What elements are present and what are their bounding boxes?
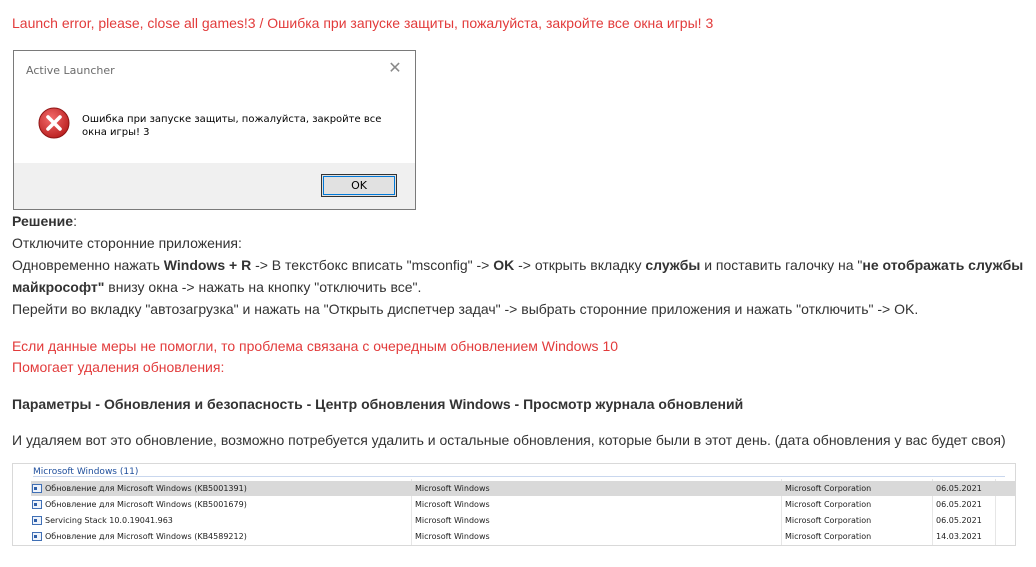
error-dialog: [13, 50, 416, 210]
settings-path: Параметры - Обновления и безопасность - Центр обновления Windows - Просмотр журнала обновлений: [12, 396, 744, 412]
update-date: 06.05.2021: [936, 484, 982, 493]
text-segment: внизу окна -> нажать на кнопку "отключить все".: [104, 279, 422, 295]
table-row[interactable]: [31, 481, 1015, 496]
update-icon: [32, 484, 42, 493]
group-divider: [33, 476, 1005, 477]
error-heading: Launch error, please, close all games!3 / Ошибка при запуске защиты, пожалуйста, закройте все окна игры! 3: [12, 15, 714, 31]
text-segment: -> открыть вкладку: [514, 257, 646, 273]
solution-label: Решение: [12, 213, 74, 229]
update-icon: [32, 516, 42, 525]
update-program: Microsoft Windows: [415, 484, 490, 493]
table-row[interactable]: [31, 497, 1015, 512]
hide-services-text: не отображать службы: [862, 257, 1024, 273]
warning-line-1: Если данные меры не помогли, то проблема связана с очередным обновлением Windows 10: [12, 338, 619, 354]
dialog-message: Ошибка при запуске защиты, пожалуйста, закройте все окна игры! 3: [82, 114, 382, 138]
solution-line-4: Перейти во вкладку "автозагрузка" и нажать на "Открыть диспетчер задач" -> выбрать сторонние приложения и нажать "отключить" -> OK.: [12, 301, 919, 317]
update-name: Обновление для Microsoft Windows (KB5001391): [45, 484, 247, 493]
update-program: Microsoft Windows: [415, 516, 490, 525]
error-icon: [38, 107, 70, 139]
close-icon[interactable]: ✕: [388, 58, 402, 77]
update-name: Обновление для Microsoft Windows (KB4589212): [45, 532, 247, 541]
update-publisher: Microsoft Corporation: [785, 516, 872, 525]
update-publisher: Microsoft Corporation: [785, 500, 872, 509]
updates-list: [12, 463, 1016, 546]
table-row[interactable]: [31, 529, 1015, 544]
update-name: Servicing Stack 10.0.19041.963: [45, 516, 173, 525]
update-icon: [32, 500, 42, 509]
dialog-title: Active Launcher: [14, 51, 415, 89]
ok-button[interactable]: OK: [321, 174, 397, 197]
update-program: Microsoft Windows: [415, 500, 490, 509]
update-date: 06.05.2021: [936, 516, 982, 525]
update-publisher: Microsoft Corporation: [785, 532, 872, 541]
ok-text: OK: [493, 257, 515, 273]
update-date: 14.03.2021: [936, 532, 982, 541]
solution-colon: :: [73, 213, 77, 229]
hotkey-text: Windows + R: [163, 257, 252, 273]
update-icon: [32, 532, 42, 541]
group-header[interactable]: Microsoft Windows (11): [33, 467, 139, 477]
update-date: 06.05.2021: [936, 500, 982, 509]
table-row[interactable]: [31, 513, 1015, 528]
text-segment: Одновременно нажать: [12, 257, 164, 273]
update-name: Обновление для Microsoft Windows (KB5001679): [45, 500, 247, 509]
dialog-body: [14, 89, 415, 163]
instruction-text: И удаляем вот это обновление, возможно потребуется удалить и остальные обновления, которые были в этот день. (дата обновления у вас будет своя): [12, 432, 1006, 448]
solution-heading: [12, 211, 77, 231]
update-publisher: Microsoft Corporation: [785, 484, 872, 493]
update-program: Microsoft Windows: [415, 532, 490, 541]
text-segment: -> В текстбокс вписать "msconfig" ->: [251, 257, 494, 273]
services-text: службы: [645, 257, 701, 273]
solution-line-3: [12, 277, 421, 297]
microsoft-text: майкрософт": [12, 279, 105, 295]
text-segment: и поставить галочку на ": [700, 257, 863, 273]
warning-line-2: Помогает удаления обновления:: [12, 359, 225, 375]
solution-line-1: Отключите сторонние приложения:: [12, 235, 242, 251]
solution-line-2: [12, 255, 1023, 275]
